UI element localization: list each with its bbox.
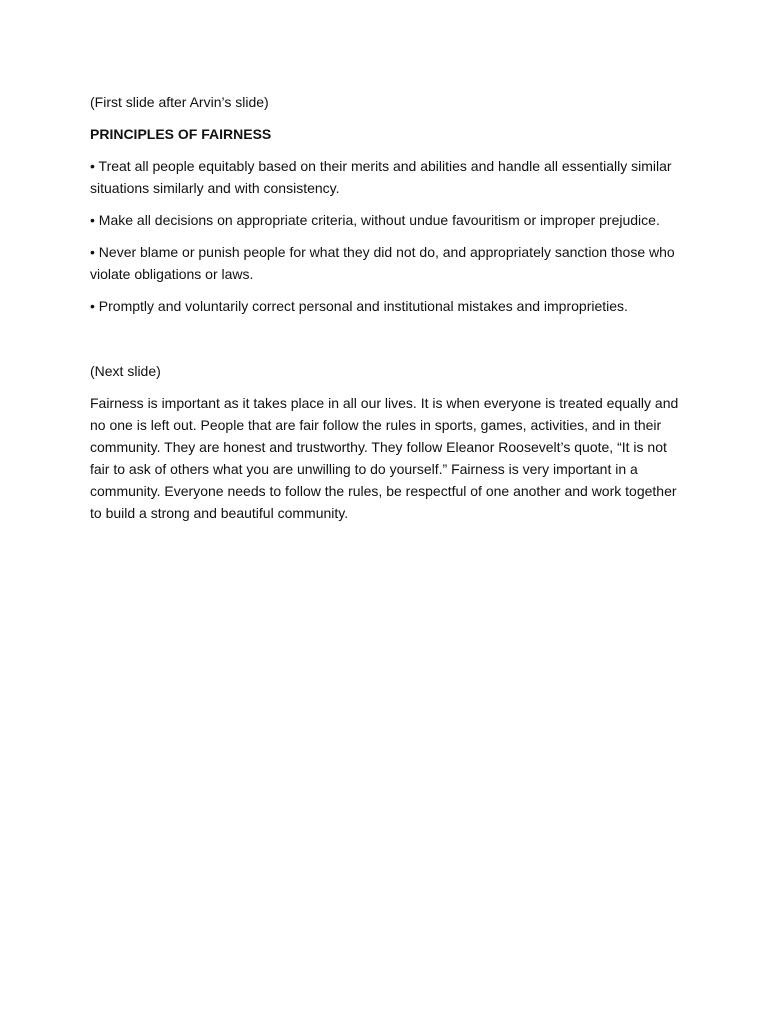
document-body — [90, 91, 680, 534]
slide-note-next: (Next slide) — [90, 363, 161, 379]
bullet-item: • Never blame or punish people for what they did not do, and appropriately sanction those who violate obligations or laws. — [90, 244, 675, 282]
bullet-item: • Make all decisions on appropriate criteria, without undue favouritism or improper prejudice. — [90, 212, 660, 228]
spacer — [90, 327, 680, 360]
bullet-item: • Treat all people equitably based on their merits and abilities and handle all essentially similar situations similarly and with consistency. — [90, 158, 672, 196]
section-heading: PRINCIPLES OF FAIRNESS — [90, 126, 272, 142]
body-paragraph: Fairness is important as it takes place in all our lives. It is when everyone is treated equally and no one is left out. People that are fair follow the rules in sports, games, activities, and in their community. They are honest and trustworthy. They follow Eleanor Roosevelt’s quote, “It is not fair to ask of others what you are unwilling to do yourself.” Fairness is very important in a community. Everyone needs to follow the rules, be respectful of one another and work together to build a strong and beautiful community. — [90, 395, 679, 521]
bullet-item: • Promptly and voluntarily correct personal and institutional mistakes and improprieties. — [90, 298, 628, 314]
slide-note-first: (First slide after Arvin’s slide) — [90, 94, 269, 110]
